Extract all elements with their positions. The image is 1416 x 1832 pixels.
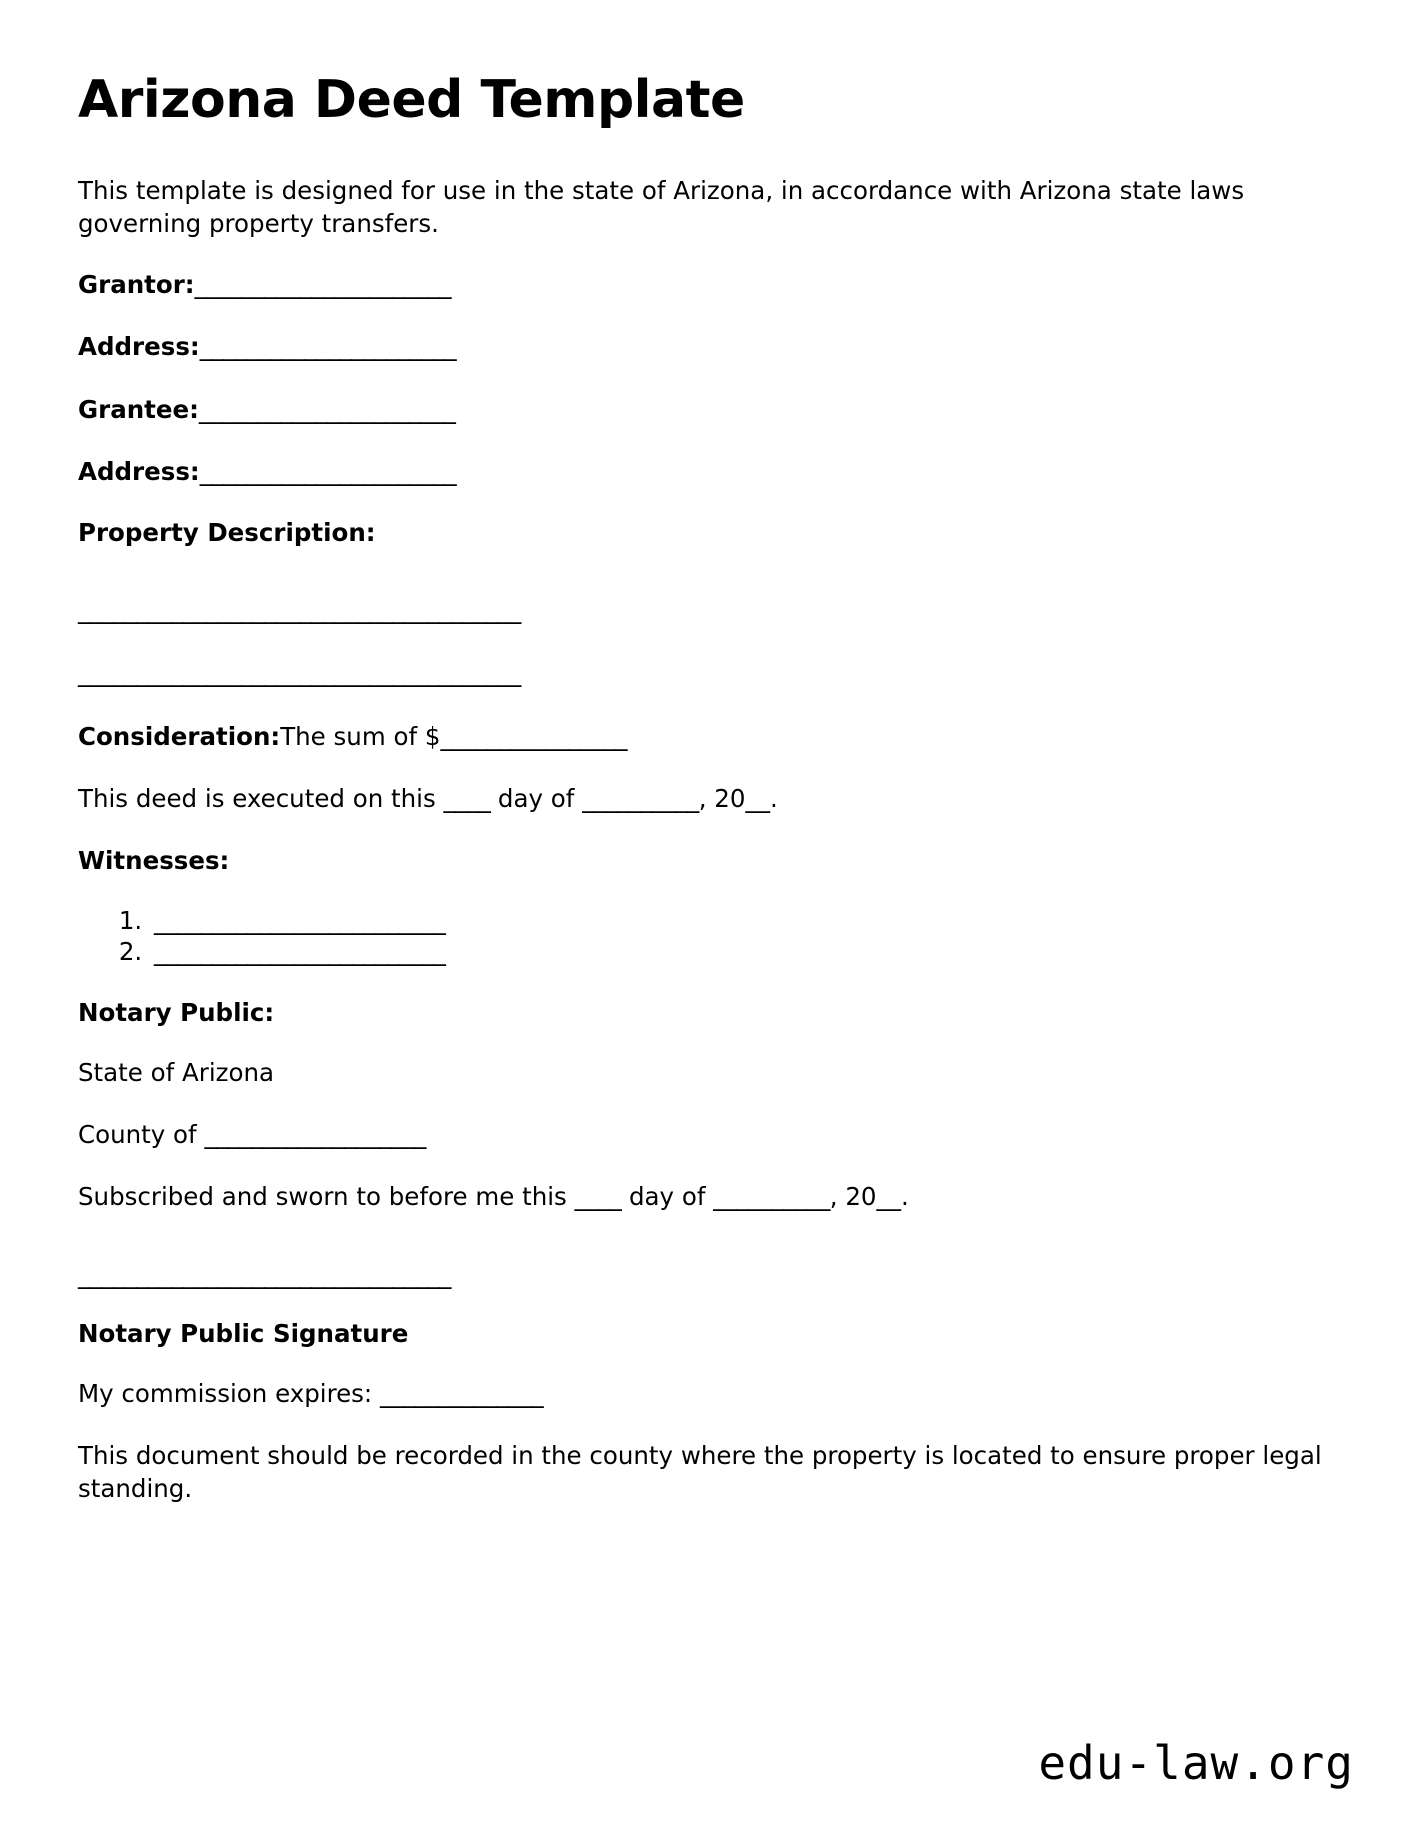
property-description-line-2[interactable]: ______________________________________ [78,658,521,688]
execution-text-1: This deed is executed on this [78,784,444,814]
list-item [150,936,1338,967]
intro-paragraph: This template is designed for use in the state of Arizona, in accordance with Arizona state laws governing property transfers. [78,176,1245,239]
grantee-blank[interactable]: ______________________ [198,394,456,424]
sworn-month-blank[interactable]: __________ [713,1182,830,1212]
witnesses-heading: Witnesses: [78,845,230,875]
grantor-field [78,269,1338,301]
witness-list [78,905,1338,968]
notary-county-line [78,1119,1338,1151]
execution-day-blank[interactable]: ____ [443,784,491,814]
grantee-label: Grantee: [78,394,199,424]
grantee-address-blank[interactable]: ______________________ [199,456,457,486]
grantor-address-blank[interactable]: ______________________ [199,332,457,362]
county-blank[interactable]: ___________________ [204,1119,426,1149]
commission-label: My commission expires: [78,1378,380,1408]
execution-text-2: day of [490,784,583,814]
grantee-address-label: Address: [78,456,200,486]
consideration-text: The sum of $ [280,722,441,752]
consideration-label: Consideration: [78,722,281,752]
sworn-text-1: Subscribed and sworn to before me this [78,1182,575,1212]
notary-public-heading: Notary Public: [78,997,275,1027]
page-title: Arizona Deed Template [78,70,745,130]
grantee-field [78,394,1338,426]
execution-text-3: , 20__. [698,784,778,814]
commission-expires-line [78,1378,1338,1410]
grantor-label: Grantor: [78,269,195,299]
grantor-blank[interactable]: ______________________ [194,269,451,299]
commission-blank[interactable]: ______________ [379,1378,544,1408]
notary-signature-label: Notary Public Signature [78,1318,409,1348]
grantor-address-field [78,331,1338,363]
notary-state-line: State of Arizona [78,1057,275,1087]
notary-signature-rule[interactable]: ________________________________ [78,1259,451,1289]
closing-note: This document should be recorded in the county where the property is located to ensure proper legal standing. [78,1440,1322,1503]
execution-month-blank[interactable]: __________ [582,784,699,814]
execution-date-line [78,783,1338,815]
site-watermark: edu-law.org [1038,1736,1354,1790]
property-description-line-1[interactable]: ______________________________________ [78,595,521,625]
sworn-text-3: , 20__. [829,1182,909,1212]
witness-1-blank[interactable]: _________________________ [154,905,446,935]
sworn-text-2: day of [621,1182,714,1212]
list-item [150,905,1338,936]
county-label: County of [78,1119,205,1149]
consideration-blank[interactable]: ________________ [440,722,627,752]
witness-2-blank[interactable]: _________________________ [154,937,446,967]
sworn-day-blank[interactable]: ____ [574,1182,622,1212]
consideration-field [78,721,1338,753]
notary-sworn-line [78,1181,1338,1213]
property-description-heading: Property Description: [78,518,376,548]
grantee-address-field [78,456,1338,488]
grantor-address-label: Address: [78,332,200,362]
